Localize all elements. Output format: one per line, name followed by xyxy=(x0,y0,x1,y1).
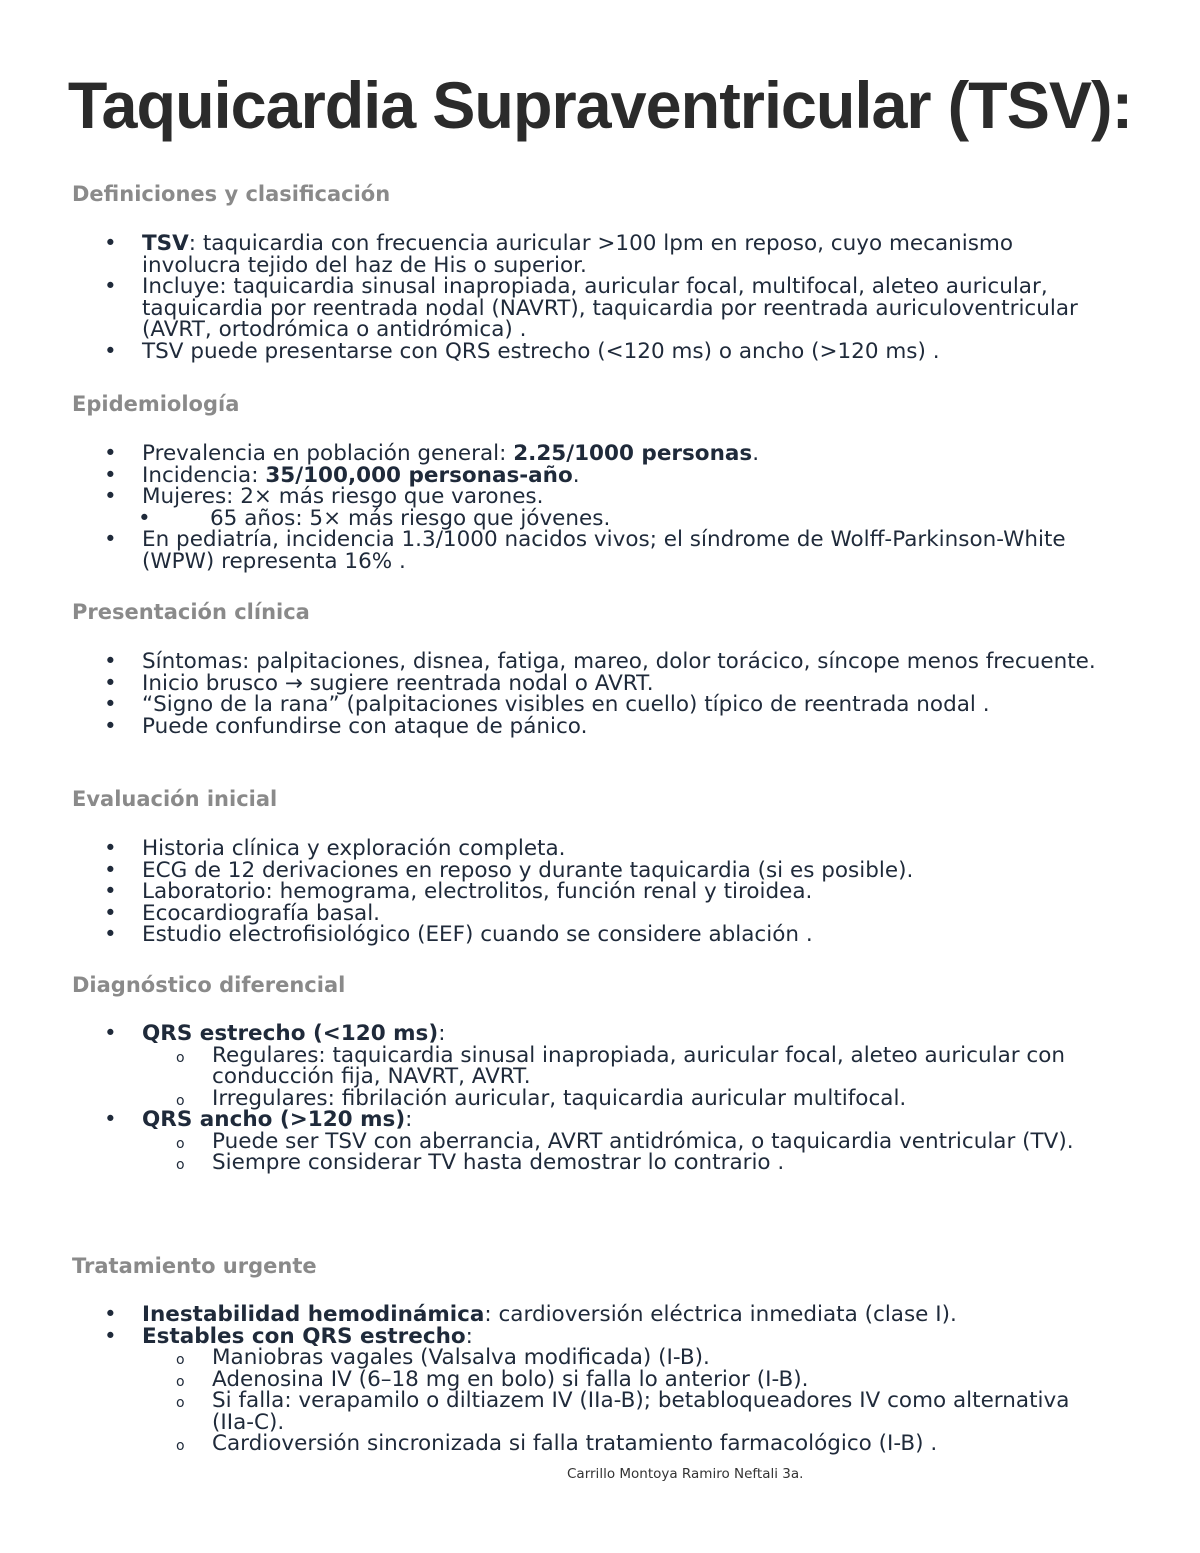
list-item: • Laboratorio: hemograma, electrolitos, función renal y tiroidea. xyxy=(104,879,813,904)
list-item: o Irregulares: fibrilación auricular, taquicardia auricular multifocal. xyxy=(176,1085,907,1111)
list-item: o Regulares: taquicardia sinusal inapropiada, auricular focal, aleteo auricular con conducción fija, NAVRT, AVRT. xyxy=(176,1042,1066,1089)
bullet-icon: • xyxy=(104,484,117,509)
list-item: • Prevalencia en población general: 2.25/1000 personas. xyxy=(104,441,760,466)
bullet-icon: • xyxy=(104,527,117,552)
list-item: • 65 años: 5× más riesgo que jóvenes. xyxy=(138,505,611,531)
circle-bullet-icon: o xyxy=(176,1438,185,1454)
circle-bullet-icon: o xyxy=(176,1395,185,1411)
list-item: • Estudio electrofisiológico (EEF) cuando se considere ablación . xyxy=(104,922,813,947)
list-item: o Maniobras vagales (Valsalva modificada) (I-B). xyxy=(176,1345,710,1370)
list-item: • ECG de 12 derivaciones en reposo y durante taquicardia (si es posible). xyxy=(104,857,914,883)
list-item: • Ecocardiografía basal. xyxy=(104,900,381,926)
list-item: • TSV: taquicardia con frecuencia auricular >100 lpm en reposo, cuyo mecanismo involucra tejido del haz de His o superior. xyxy=(104,231,1014,278)
section-heading-diagnostico: Diagnóstico diferencial xyxy=(72,973,346,997)
list-item: • Inestabilidad hemodinámica: cardioversión eléctrica inmediata (clase I). xyxy=(104,1302,957,1327)
list-item: • Incluye: taquicardia sinusal inapropiada, auricular focal, multifocal, aleteo auricular, taquicardia por reentrada nodal (NAVRT), taquicardia por reentrada auriculoventricular (AVRT, ortodrómica o antidrómica) . xyxy=(104,274,1078,342)
circle-bullet-icon: o xyxy=(176,1092,185,1109)
list-item: • QRS ancho (>120 ms): xyxy=(104,1107,413,1132)
section-heading-evaluacion: Evaluación inicial xyxy=(72,787,278,811)
bullet-icon: • xyxy=(104,879,117,904)
list-item: • Historia clínica y exploración completa. xyxy=(104,836,566,861)
bullet-icon: • xyxy=(104,462,117,488)
bullet-icon: • xyxy=(104,338,117,364)
list-item: • Inicio brusco → sugiere reentrada nodal o AVRT. xyxy=(104,670,654,696)
list-item: • “Signo de la rana” (palpitaciones visibles en cuello) típico de reentrada nodal . xyxy=(104,692,990,717)
list-item: • Puede confundirse con ataque de pánico. xyxy=(104,713,588,739)
bullet-icon: • xyxy=(104,274,117,299)
list-item: o Cardioversión sincronizada si falla tratamiento farmacológico (I-B) . xyxy=(176,1431,938,1456)
list-diagnostico xyxy=(100,1023,1100,1174)
section-heading-presentacion: Presentación clínica xyxy=(72,600,310,624)
bullet-icon: • xyxy=(104,1302,117,1327)
bullet-icon: • xyxy=(104,1021,117,1046)
bullet-icon: • xyxy=(104,649,117,674)
page-title: Taquicardia Supraventricular (TSV): xyxy=(67,68,1133,142)
circle-bullet-icon: o xyxy=(176,1157,185,1173)
circle-bullet-icon: o xyxy=(176,1352,185,1368)
list-definiciones xyxy=(100,233,1100,362)
list-epidemiologia xyxy=(100,443,1100,572)
bullet-icon: • xyxy=(104,231,117,256)
bullet-icon: • xyxy=(104,900,117,926)
list-evaluacion xyxy=(100,838,1100,946)
bullet-icon: • xyxy=(138,505,151,531)
bullet-icon: • xyxy=(104,922,117,947)
circle-bullet-icon: o xyxy=(176,1373,185,1390)
author-footer: Carrillo Montoya Ramiro Neftali 3a. xyxy=(567,1466,804,1482)
list-item: • Mujeres: 2× más riesgo que varones. xyxy=(104,484,544,509)
list-item: • QRS estrecho (<120 ms): xyxy=(104,1021,446,1046)
bullet-icon: • xyxy=(104,713,117,739)
bullet-icon: • xyxy=(104,670,117,696)
list-item: o Adenosina IV (6–18 mg en bolo) si falla lo anterior (I-B). xyxy=(176,1366,809,1392)
circle-bullet-icon: o xyxy=(176,1135,185,1152)
list-presentacion xyxy=(100,651,1100,737)
bullet-icon: • xyxy=(104,857,117,883)
list-item: o Siempre considerar TV hasta demostrar lo contrario . xyxy=(176,1150,785,1175)
list-item: • Estables con QRS estrecho: xyxy=(104,1323,473,1349)
list-item: • TSV puede presentarse con QRS estrecho (<120 ms) o ancho (>120 ms) . xyxy=(104,338,940,364)
bullet-icon: • xyxy=(104,441,117,466)
bullet-icon: • xyxy=(104,692,117,717)
list-item: • En pediatría, incidencia 1.3/1000 nacidos vivos; el síndrome de Wolff-Parkinson-White (WPW) representa 16% . xyxy=(104,527,1066,574)
list-tratamiento xyxy=(100,1304,1100,1455)
list-item: o Puede ser TSV con aberrancia, AVRT antidrómica, o taquicardia ventricular (TV). xyxy=(176,1128,1074,1154)
bullet-icon: • xyxy=(104,1107,117,1132)
list-item: • Incidencia: 35/100,000 personas-año. xyxy=(104,462,580,488)
section-heading-tratamiento: Tratamiento urgente xyxy=(72,1254,317,1278)
list-item: o Si falla: verapamilo o diltiazem IV (IIa-B); betabloqueadores IV como alternativa (IIa-C). xyxy=(176,1388,1070,1435)
section-heading-epidemiologia: Epidemiología xyxy=(72,392,240,416)
bullet-icon: • xyxy=(104,836,117,861)
bullet-icon: • xyxy=(104,1323,117,1349)
circle-bullet-icon: o xyxy=(176,1049,185,1066)
section-heading-definiciones: Definiciones y clasificación xyxy=(72,182,391,206)
list-item: • Síntomas: palpitaciones, disnea, fatiga, mareo, dolor torácico, síncope menos frecuente. xyxy=(104,649,1096,674)
